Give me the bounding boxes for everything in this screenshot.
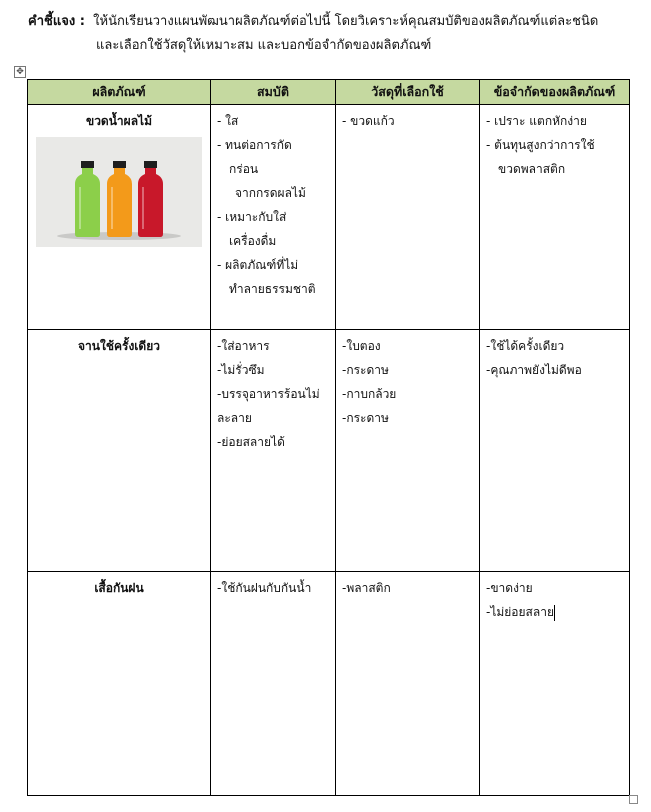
property-item: - ใส [217,114,239,128]
limitations-cell[interactable] [480,330,630,572]
limitation-item: -ขาดง่าย [486,581,533,595]
property-item-cont: จากกรดผลไม้ [235,186,306,200]
table-row [28,572,630,796]
material-item: -พลาสติก [342,581,391,595]
limitation-text: -ไม่ย่อยสลาย [486,605,554,619]
materials-cell[interactable] [336,330,480,572]
header-limitations: ข้อจำกัดของผลิตภัณฑ์ [480,80,630,105]
product-name: เสื้อกันฝน [94,581,144,595]
limitation-item: -ใช้ได้ครั้งเดียว [486,339,565,353]
property-item-cont: ทำลายธรรมชาติ [229,282,316,296]
product-name: จานใช้ครั้งเดียว [78,339,160,353]
material-item: -กระดาษ [342,363,389,377]
property-item: - ผลิตภัณฑ์ที่ไม่ [217,258,299,272]
header-row [28,80,630,105]
material-item: -กาบกล้วย [342,387,397,401]
materials-cell[interactable] [336,572,480,796]
material-item: - ขวดแก้ว [342,114,395,128]
product-cell[interactable] [28,330,211,572]
instruction-line-2: และเลือกใช้วัสดุให้เหมาะสม และบอกข้อจำกัดของผลิตภัณฑ์ [96,38,432,53]
limitations-cell[interactable] [480,572,630,796]
instruction-text-1: ให้นักเรียนวางแผนพัฒนาผลิตภัณฑ์ต่อไปนี้ โดยวิเคราะห์คุณสมบัติของผลิตภัณฑ์แต่ละชนิด [93,14,599,29]
header-materials: วัสดุที่เลือกใช้ [336,80,480,105]
limitations-cell[interactable] [480,105,630,330]
instruction-label: คำชี้แจง : [28,14,85,29]
property-item-cont: ละลาย [217,411,252,425]
limitation-item: - เปราะ แตกหักง่าย [486,114,587,128]
product-cell[interactable] [28,105,211,330]
property-item: - เหมาะกับใส่ [217,210,287,224]
properties-cell[interactable] [211,330,336,572]
text-cursor [554,605,555,621]
property-item: - ทนต่อการกัด [217,138,292,152]
property-item: -ไม่รั่วซึม [217,363,265,377]
property-item: -ใส่อาหาร [217,339,270,353]
materials-cell[interactable] [336,105,480,330]
property-item: -ใช้กันฝนกับกันน้ำ [217,581,312,595]
table-resize-handle-icon[interactable] [629,795,638,804]
juice-bottles-image [36,137,202,247]
limitation-item-cont: ขวดพลาสติก [498,162,566,176]
instructions [28,10,638,58]
product-name: ขวดน้ำผลไม้ [85,114,152,128]
limitation-item: - ต้นทุนสูงกว่าการใช้ [486,138,595,152]
product-cell[interactable] [28,572,211,796]
table-move-handle-icon[interactable]: ✥ [14,66,26,78]
properties-cell[interactable] [211,572,336,796]
limitation-item: -คุณภาพยังไม่ดีพอ [486,363,582,377]
header-product: ผลิตภัณฑ์ [28,80,211,105]
product-table [27,79,630,796]
property-item: -บรรจุอาหารร้อนไม่ [217,387,320,401]
property-item-cont: กร่อน [229,162,259,176]
property-item-cont: เครื่องดื่ม [229,234,277,248]
limitation-item-with-cursor [486,600,623,624]
table-row [28,105,630,330]
property-item: -ย่อยสลายได้ [217,435,285,449]
material-item: -ใบตอง [342,339,381,353]
material-item: -กระดาษ [342,411,389,425]
instruction-line-1 [28,10,638,34]
properties-cell[interactable] [211,105,336,330]
header-properties: สมบัติ [211,80,336,105]
table-row [28,330,630,572]
